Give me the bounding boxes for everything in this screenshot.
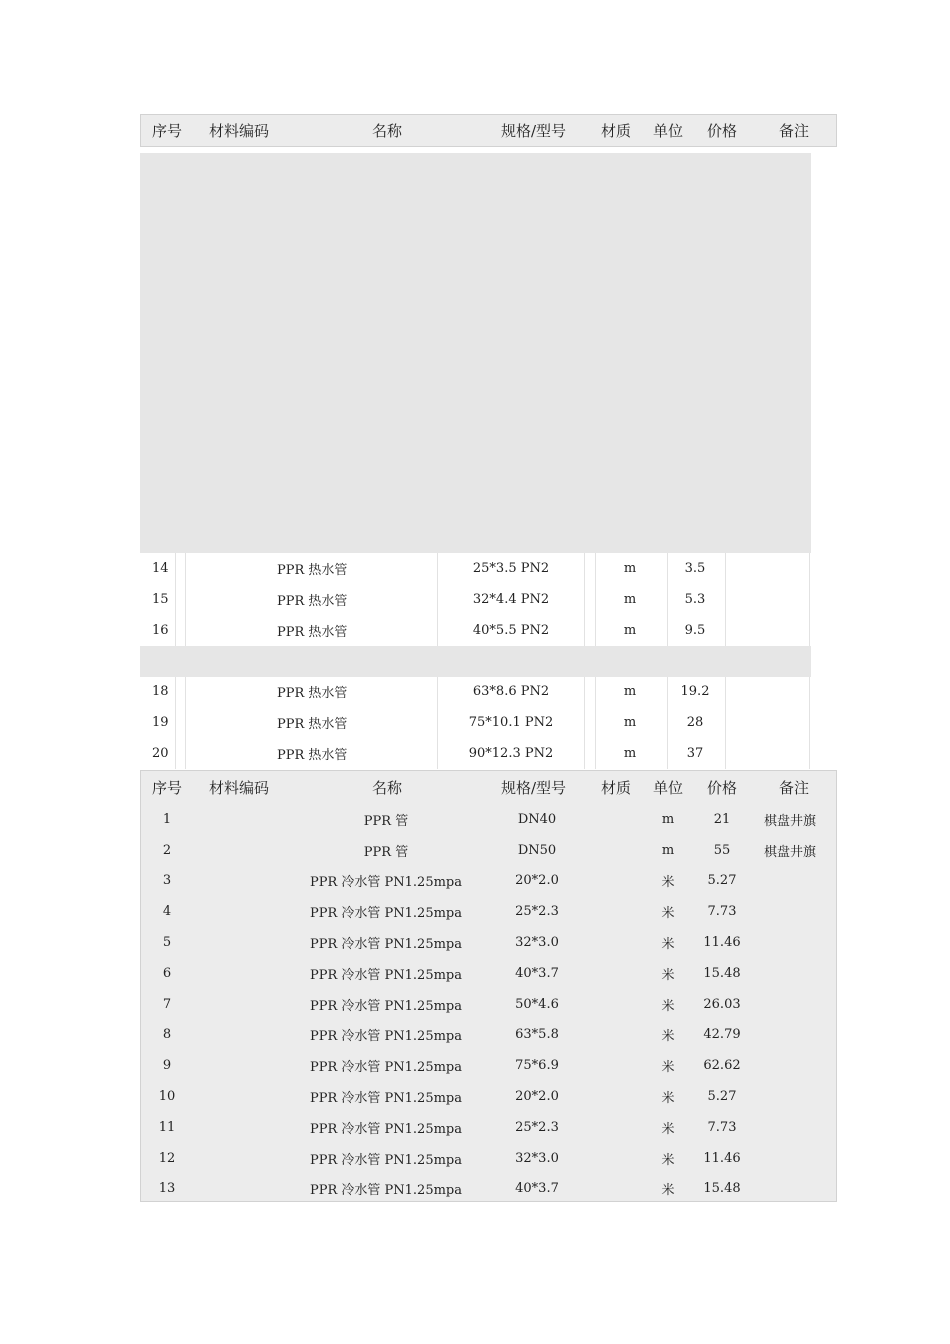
cell-unit: m — [623, 715, 637, 731]
cell-seq: 10 — [158, 1089, 176, 1105]
table-row — [140, 430, 811, 461]
table-row — [140, 399, 811, 430]
cell-spec: DN50 — [517, 842, 557, 858]
cell-seq: 1 — [162, 811, 172, 827]
grid-line — [175, 677, 176, 708]
table-row — [141, 1174, 836, 1205]
table-row — [141, 1081, 836, 1112]
table-row — [141, 1143, 836, 1174]
grid-line — [437, 584, 438, 615]
row-divider — [140, 399, 811, 430]
cell-unit: m — [623, 746, 637, 762]
cell-name: PPR 热水管 — [277, 594, 348, 610]
table2-section — [140, 770, 837, 1202]
cell-unit: 米 — [661, 1183, 675, 1199]
cell-name: PPR 冷水管 PN1.25mpa — [309, 1152, 462, 1168]
header-note: 备注 — [779, 779, 810, 797]
table-row — [140, 245, 811, 276]
grid-line — [667, 584, 668, 615]
grid-line — [185, 677, 186, 708]
table-row — [140, 307, 811, 338]
grid-line — [809, 707, 810, 738]
table-row — [140, 646, 811, 677]
table-row — [140, 369, 811, 400]
cell-price: 19.2 — [680, 684, 710, 700]
cell-unit: 米 — [661, 937, 675, 953]
grid-line — [175, 584, 176, 615]
grid-line — [725, 553, 726, 584]
cell-name: PPR 热水管 — [277, 748, 348, 764]
row-divider — [140, 338, 811, 369]
cell-price: 15.48 — [703, 965, 741, 981]
cell-spec: 25*2.3 — [515, 904, 559, 920]
cell-seq: 19 — [152, 715, 169, 731]
cell-price: 7.73 — [707, 904, 737, 920]
table-row — [141, 1050, 836, 1081]
grid-line — [809, 615, 810, 646]
cell-seq: 14 — [152, 561, 169, 577]
header-code: 材料编码 — [209, 779, 270, 797]
grid-line — [584, 615, 585, 646]
cell-spec: 25*2.3 — [515, 1119, 559, 1135]
row-divider — [140, 369, 811, 400]
grid-line — [595, 677, 596, 708]
cell-unit: m — [623, 622, 637, 638]
cell-name: PPR 管 — [363, 844, 409, 860]
table-row — [141, 1020, 836, 1051]
cell-spec: 32*3.0 — [515, 1150, 559, 1166]
grid-line — [437, 677, 438, 708]
cell-spec: 40*3.7 — [515, 1181, 559, 1197]
table1-header — [140, 114, 837, 147]
grid-line — [725, 584, 726, 615]
cell-unit: m — [623, 684, 637, 700]
cell-price: 9.5 — [684, 622, 706, 638]
grid-line — [185, 615, 186, 646]
table-row — [140, 677, 811, 708]
grid-line — [809, 738, 810, 769]
cell-seq: 3 — [162, 873, 172, 889]
header-seq: 序号 — [152, 779, 183, 797]
table-row — [141, 835, 836, 866]
cell-spec: 20*2.0 — [515, 1089, 559, 1105]
header-unit: 单位 — [653, 779, 684, 797]
grid-line — [595, 707, 596, 738]
table-row — [141, 1112, 836, 1143]
row-divider — [140, 307, 811, 338]
cell-spec: 90*12.3 PN2 — [468, 746, 554, 762]
cell-spec: 75*6.9 — [515, 1058, 559, 1074]
cell-name: PPR 冷水管 PN1.25mpa — [309, 967, 462, 983]
cell-unit: 米 — [661, 1091, 675, 1107]
grid-line — [809, 584, 810, 615]
cell-spec: 25*3.5 PN2 — [472, 561, 550, 577]
table-row — [141, 896, 836, 927]
grid-line — [437, 615, 438, 646]
cell-unit: 米 — [661, 1152, 675, 1168]
grid-line — [437, 707, 438, 738]
cell-seq: 9 — [162, 1058, 172, 1074]
cell-price: 3.5 — [684, 561, 706, 577]
cell-unit: m — [623, 561, 637, 577]
grid-line — [185, 553, 186, 584]
cell-price: 5.27 — [707, 873, 737, 889]
grid-line — [595, 615, 596, 646]
table-row — [140, 492, 811, 523]
grid-line — [584, 707, 585, 738]
table-row — [140, 553, 811, 584]
header-name: 名称 — [372, 122, 403, 140]
header-seq: 序号 — [152, 122, 183, 140]
grid-line — [725, 707, 726, 738]
cell-unit: m — [623, 592, 637, 608]
cell-unit: m — [661, 842, 675, 858]
header-note: 备注 — [779, 122, 810, 140]
cell-price: 55 — [713, 842, 731, 858]
cell-unit: 米 — [661, 1060, 675, 1076]
row-divider — [140, 245, 811, 276]
cell-seq: 20 — [152, 746, 169, 762]
cell-spec: 40*3.7 — [515, 965, 559, 981]
cell-price: 5.3 — [684, 592, 706, 608]
cell-name: PPR 热水管 — [277, 717, 348, 733]
header-spec: 规格/型号 — [501, 779, 567, 797]
cell-seq: 11 — [158, 1119, 176, 1135]
grid-line — [185, 584, 186, 615]
cell-seq: 16 — [152, 622, 169, 638]
cell-price: 11.46 — [703, 935, 741, 951]
table-row — [140, 584, 811, 615]
row-divider — [140, 430, 811, 461]
cell-unit: 米 — [661, 1121, 675, 1137]
table-row — [140, 215, 811, 246]
grid-line — [725, 738, 726, 769]
cell-name: PPR 热水管 — [277, 563, 348, 579]
cell-seq: 15 — [152, 592, 169, 608]
grid-line — [175, 738, 176, 769]
grid-line — [667, 553, 668, 584]
cell-price: 42.79 — [703, 1027, 741, 1043]
grid-line — [584, 553, 585, 584]
grid-line — [584, 584, 585, 615]
cell-spec: 20*2.0 — [515, 873, 559, 889]
cell-spec: 32*3.0 — [515, 935, 559, 951]
header-spec: 规格/型号 — [501, 122, 567, 140]
cell-price: 7.73 — [707, 1119, 737, 1135]
grid-line — [667, 677, 668, 708]
row-divider — [140, 646, 811, 677]
cell-unit: m — [661, 811, 675, 827]
header-unit: 单位 — [653, 122, 684, 140]
header-price: 价格 — [707, 779, 738, 797]
cell-price: 28 — [686, 715, 704, 731]
grid-line — [667, 615, 668, 646]
table2-body — [141, 804, 836, 1204]
table-row — [140, 615, 811, 646]
header-material: 材质 — [601, 779, 632, 797]
table2-header — [141, 771, 836, 804]
cell-spec: DN40 — [517, 811, 557, 827]
cell-price: 21 — [713, 811, 731, 827]
table-row — [140, 738, 811, 769]
grid-line — [185, 707, 186, 738]
table-row — [141, 804, 836, 835]
cell-spec: 63*8.6 PN2 — [472, 684, 550, 700]
cell-seq: 4 — [162, 904, 172, 920]
grid-line — [584, 677, 585, 708]
cell-price: 26.03 — [703, 996, 741, 1012]
cell-spec: 63*5.8 — [515, 1027, 559, 1043]
cell-name: PPR 冷水管 PN1.25mpa — [309, 1029, 462, 1045]
grid-line — [809, 553, 810, 584]
row-divider — [140, 276, 811, 307]
cell-name: PPR 冷水管 PN1.25mpa — [309, 875, 462, 891]
row-divider — [140, 523, 811, 554]
cell-unit: 米 — [661, 998, 675, 1014]
table-row — [141, 927, 836, 958]
cell-unit: 米 — [661, 1029, 675, 1045]
cell-price: 37 — [686, 746, 704, 762]
cell-price: 62.62 — [703, 1058, 741, 1074]
header-name: 名称 — [372, 779, 403, 797]
table-row — [141, 958, 836, 989]
grid-line — [584, 738, 585, 769]
cell-unit: 米 — [661, 906, 675, 922]
table-row — [140, 184, 811, 215]
header-material: 材质 — [601, 122, 632, 140]
cell-name: PPR 冷水管 PN1.25mpa — [309, 1121, 462, 1137]
cell-price: 15.48 — [703, 1181, 741, 1197]
cell-price: 11.46 — [703, 1150, 741, 1166]
table-row — [140, 523, 811, 554]
grid-line — [809, 677, 810, 708]
grid-line — [725, 615, 726, 646]
header-code: 材料编码 — [209, 122, 270, 140]
cell-seq: 5 — [162, 935, 172, 951]
cell-seq: 8 — [162, 1027, 172, 1043]
cell-spec: 32*4.4 PN2 — [472, 592, 550, 608]
grid-line — [595, 553, 596, 584]
grid-line — [667, 707, 668, 738]
cell-name: PPR 冷水管 PN1.25mpa — [309, 1091, 462, 1107]
cell-spec: 75*10.1 PN2 — [468, 715, 554, 731]
grid-line — [667, 738, 668, 769]
row-divider — [140, 153, 811, 184]
cell-seq: 13 — [158, 1181, 176, 1197]
cell-name: PPR 冷水管 PN1.25mpa — [309, 937, 462, 953]
grid-line — [725, 677, 726, 708]
row-divider — [140, 184, 811, 215]
table-row — [140, 707, 811, 738]
cell-note: 棋盘井旗 — [764, 813, 817, 829]
grid-line — [175, 553, 176, 584]
cell-price: 5.27 — [707, 1089, 737, 1105]
row-divider — [140, 461, 811, 492]
cell-unit: 米 — [661, 967, 675, 983]
cell-name: PPR 管 — [363, 813, 409, 829]
grid-line — [595, 738, 596, 769]
cell-name: PPR 热水管 — [277, 624, 348, 640]
row-divider — [140, 492, 811, 523]
table-row — [140, 461, 811, 492]
cell-seq: 2 — [162, 842, 172, 858]
cell-name: PPR 冷水管 PN1.25mpa — [309, 1183, 462, 1199]
grid-line — [175, 615, 176, 646]
cell-name: PPR 冷水管 PN1.25mpa — [309, 998, 462, 1014]
cell-spec: 40*5.5 PN2 — [472, 622, 550, 638]
table-row — [140, 276, 811, 307]
header-price: 价格 — [707, 122, 738, 140]
cell-name: PPR 热水管 — [277, 686, 348, 702]
cell-seq: 12 — [158, 1150, 176, 1166]
cell-seq: 7 — [162, 996, 172, 1012]
table-row — [140, 153, 811, 184]
table-row — [140, 338, 811, 369]
grid-line — [595, 584, 596, 615]
cell-note: 棋盘井旗 — [764, 844, 817, 860]
table1-body — [140, 153, 811, 769]
cell-seq: 18 — [152, 684, 169, 700]
table-row — [141, 866, 836, 897]
cell-unit: 米 — [661, 875, 675, 891]
grid-line — [437, 553, 438, 584]
grid-line — [437, 738, 438, 769]
grid-line — [185, 738, 186, 769]
table-row — [141, 989, 836, 1020]
cell-spec: 50*4.6 — [515, 996, 559, 1012]
cell-name: PPR 冷水管 PN1.25mpa — [309, 1060, 462, 1076]
cell-name: PPR 冷水管 PN1.25mpa — [309, 906, 462, 922]
cell-seq: 6 — [162, 965, 172, 981]
grid-line — [175, 707, 176, 738]
row-divider — [140, 215, 811, 246]
